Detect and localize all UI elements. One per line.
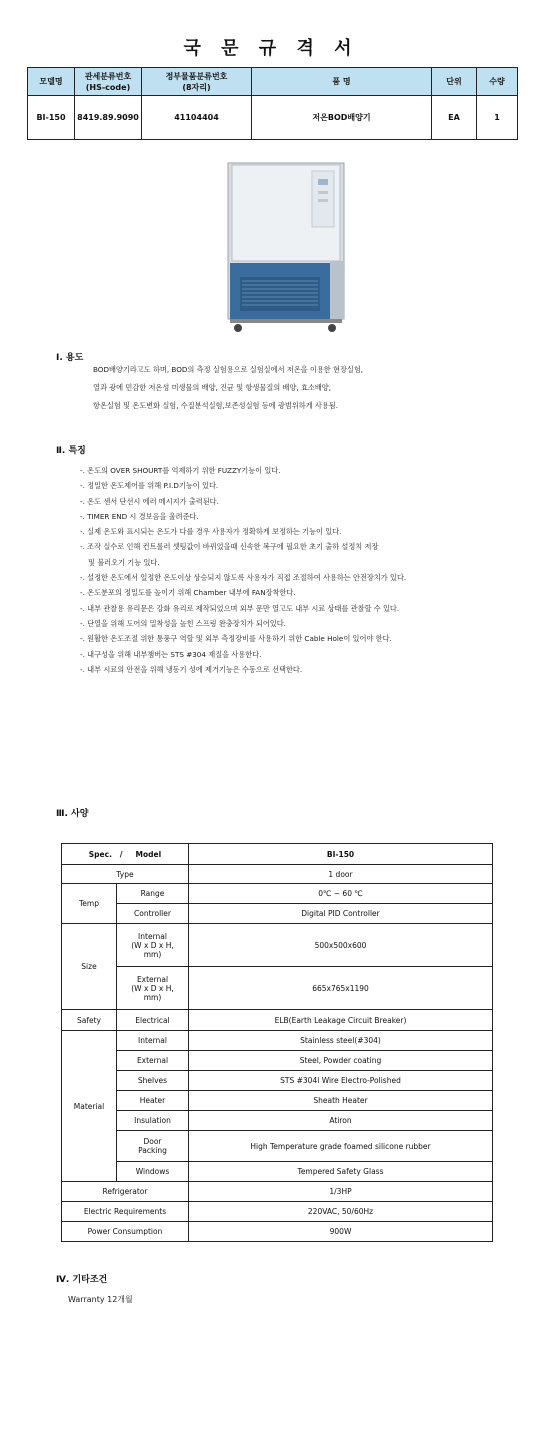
- feature-item: -. 조작 실수로 인해 컨트롤러 셋팅값이 바뀌었을때 신속한 복구에 필요한 초기 출하 설정치 저장: [80, 542, 379, 552]
- feature-item: -. 온도 센서 단선시 에러 메시지가 출력된다.: [80, 496, 219, 506]
- purpose-line: 열과 광에 민감한 저온성 미생물의 배양, 진균 및 항생물질의 배양, 효소배양,: [93, 383, 331, 392]
- section-spec-heading: Ⅲ. 사양: [56, 809, 89, 819]
- spec-label: Insulation: [117, 1111, 189, 1131]
- feature-item: -. 내부 시료의 안전을 위해 냉동기 성에 제거기능은 수동으로 선택한다.: [80, 664, 303, 674]
- purpose-line: 항온실험 및 온도변화 실험, 수질분석실험,보존성실험 등에 광범위하게 사용됨.: [93, 401, 339, 410]
- product-table-row: [28, 96, 518, 140]
- section-other-heading: Ⅳ. 기타조건: [56, 1275, 108, 1285]
- spec-label: Internal (W x D x H, mm): [117, 924, 189, 967]
- cell-product-name: 저온BOD배양기: [252, 96, 432, 140]
- spec-label: Shelves: [117, 1071, 189, 1091]
- header-unit: 단위: [432, 68, 477, 96]
- spec-header-model: BI-150: [189, 844, 493, 865]
- spec-row-power: [62, 1222, 493, 1242]
- header-gov-code: 정부물품분류번호 (8자리): [142, 68, 252, 96]
- spec-label: Range: [117, 884, 189, 904]
- spec-row-type: [62, 865, 493, 884]
- spec-value: 500x500x600: [189, 924, 493, 967]
- spec-row-electric: [62, 1202, 493, 1222]
- feature-item: -. 단열을 위해 도어의 밀착성을 높힌 스프링 완충장치가 되어있다.: [80, 618, 286, 628]
- header-quantity: 수량: [477, 68, 518, 96]
- spec-group-temp: Temp: [62, 884, 117, 924]
- header-model: 모델명: [28, 68, 75, 96]
- spec-label: Electrical: [117, 1010, 189, 1031]
- section-features-heading: Ⅱ. 특징: [56, 446, 86, 456]
- feature-item: -. 정밀한 온도제어를 위해 P.I.D기능이 있다.: [80, 481, 219, 491]
- spec-group-material: Material: [62, 1031, 117, 1182]
- spec-label: Windows: [117, 1162, 189, 1182]
- spec-group-size: Size: [62, 924, 117, 1010]
- spec-label: Electric Requirements: [62, 1202, 189, 1222]
- spec-row-material: [62, 1071, 493, 1091]
- spec-row-material: [62, 1031, 493, 1051]
- spec-row-material: [62, 1091, 493, 1111]
- feature-item: -. 내부 관찰용 유리문은 강화 유리로 제작되었으며 외부 문만 열고도 내부 시료 상태를 관찰할 수 있다.: [80, 603, 400, 613]
- purpose-line: BOD배양기라고도 하며, BOD의 측정 실험용으로 실험실에서 저온을 이용한 현장실험,: [93, 365, 364, 374]
- spec-group-safety: Safety: [62, 1010, 117, 1031]
- incubator-product-photo: [224, 153, 352, 336]
- feature-item: -. 실제 온도와 표시되는 온도가 다를 경우 사용자가 정확하게 보정하는 기능이 있다.: [80, 527, 342, 537]
- spec-value: Sheath Heater: [189, 1091, 493, 1111]
- feature-item: 및 불러오기 기능 있다.: [88, 557, 160, 567]
- spec-row-refrigerator: [62, 1182, 493, 1202]
- spec-label: Power Consumption: [62, 1222, 189, 1242]
- cell-model: BI-150: [28, 96, 75, 140]
- spec-value: Tempered Safety Glass: [189, 1162, 493, 1182]
- spec-value: 220VAC, 50/60Hz: [189, 1202, 493, 1222]
- spec-row-material: [62, 1131, 493, 1162]
- spec-row-material: [62, 1111, 493, 1131]
- spec-header-label: Spec. / Model: [62, 844, 189, 865]
- spec-label: Type: [62, 865, 189, 884]
- spec-label: Door Packing: [117, 1131, 189, 1162]
- product-table-header: [28, 68, 518, 96]
- feature-item: -. 온도의 OVER SHOURT를 억제하기 위한 FUZZY기능이 있다.: [80, 466, 281, 475]
- spec-row-material: [62, 1162, 493, 1182]
- feature-item: -. 온도분포의 정밀도를 높이기 위해 Chamber 내부에 FAN장착한다.: [80, 588, 296, 598]
- spec-label: Heater: [117, 1091, 189, 1111]
- spec-row-safety: [62, 1010, 493, 1031]
- spec-value: 665x765x1190: [189, 967, 493, 1010]
- feature-item: -. 원활한 온도조절 위한 통풍구 역할 및 외부 측정장비를 사용하기 위한 Cable Hole이 있어야 한다.: [80, 634, 392, 644]
- spec-value: STS #304l Wire Electro-Polished: [189, 1071, 493, 1091]
- cell-unit: EA: [432, 96, 477, 140]
- document-title: 국 문 규 격 서: [183, 38, 359, 59]
- section-purpose-heading: Ⅰ. 용도: [56, 353, 84, 363]
- spec-row-temp-range: [62, 884, 493, 904]
- spec-value: Atiron: [189, 1111, 493, 1131]
- header-product-name: 품 명: [252, 68, 432, 96]
- spec-label: Refrigerator: [62, 1182, 189, 1202]
- features-list: [80, 463, 406, 677]
- warranty-text: Warranty 12개월: [68, 1295, 133, 1304]
- spec-row-material: [62, 1051, 493, 1071]
- product-info-table: [27, 67, 518, 140]
- purpose-text: [93, 362, 363, 414]
- spec-row-size-internal: [62, 924, 493, 967]
- feature-item: -. 내구성을 위해 내부챔버는 STS #304 재질을 사용한다.: [80, 649, 262, 659]
- spec-value: 1/3HP: [189, 1182, 493, 1202]
- spec-label: External (W x D x H, mm): [117, 967, 189, 1010]
- spec-value: Stainless steel(#304): [189, 1031, 493, 1051]
- cell-hs-code: 8419.89.9090: [75, 96, 142, 140]
- spec-value: 900W: [189, 1222, 493, 1242]
- spec-value: ELB(Earth Leakage Circuit Breaker): [189, 1010, 493, 1031]
- spec-value: High Temperature grade foamed silicone rubber: [189, 1131, 493, 1162]
- spec-value: Steel, Powder coating: [189, 1051, 493, 1071]
- spec-label: Controller: [117, 904, 189, 924]
- spec-row-temp-controller: [62, 904, 493, 924]
- spec-value: 0℃ ~ 60 ℃: [189, 884, 493, 904]
- spec-label: Internal: [117, 1031, 189, 1051]
- spec-label: External: [117, 1051, 189, 1071]
- feature-item: -. TIMER END 시 경보음을 울려준다.: [80, 511, 199, 521]
- cell-quantity: 1: [477, 96, 518, 140]
- spec-row-size-external: [62, 967, 493, 1010]
- spec-header-row: [62, 844, 493, 865]
- spec-table: [61, 843, 493, 1242]
- spec-value: Digital PID Controller: [189, 904, 493, 924]
- feature-item: -. 설정한 온도에서 일정한 온도이상 상승되지 않도록 사용자가 직접 조절하여 사용하는 안전장치가 있다.: [80, 573, 407, 583]
- cell-gov-code: 41104404: [142, 96, 252, 140]
- header-hs-code: 관세분류번호 (HS-code): [75, 68, 142, 96]
- spec-value: 1 door: [189, 865, 493, 884]
